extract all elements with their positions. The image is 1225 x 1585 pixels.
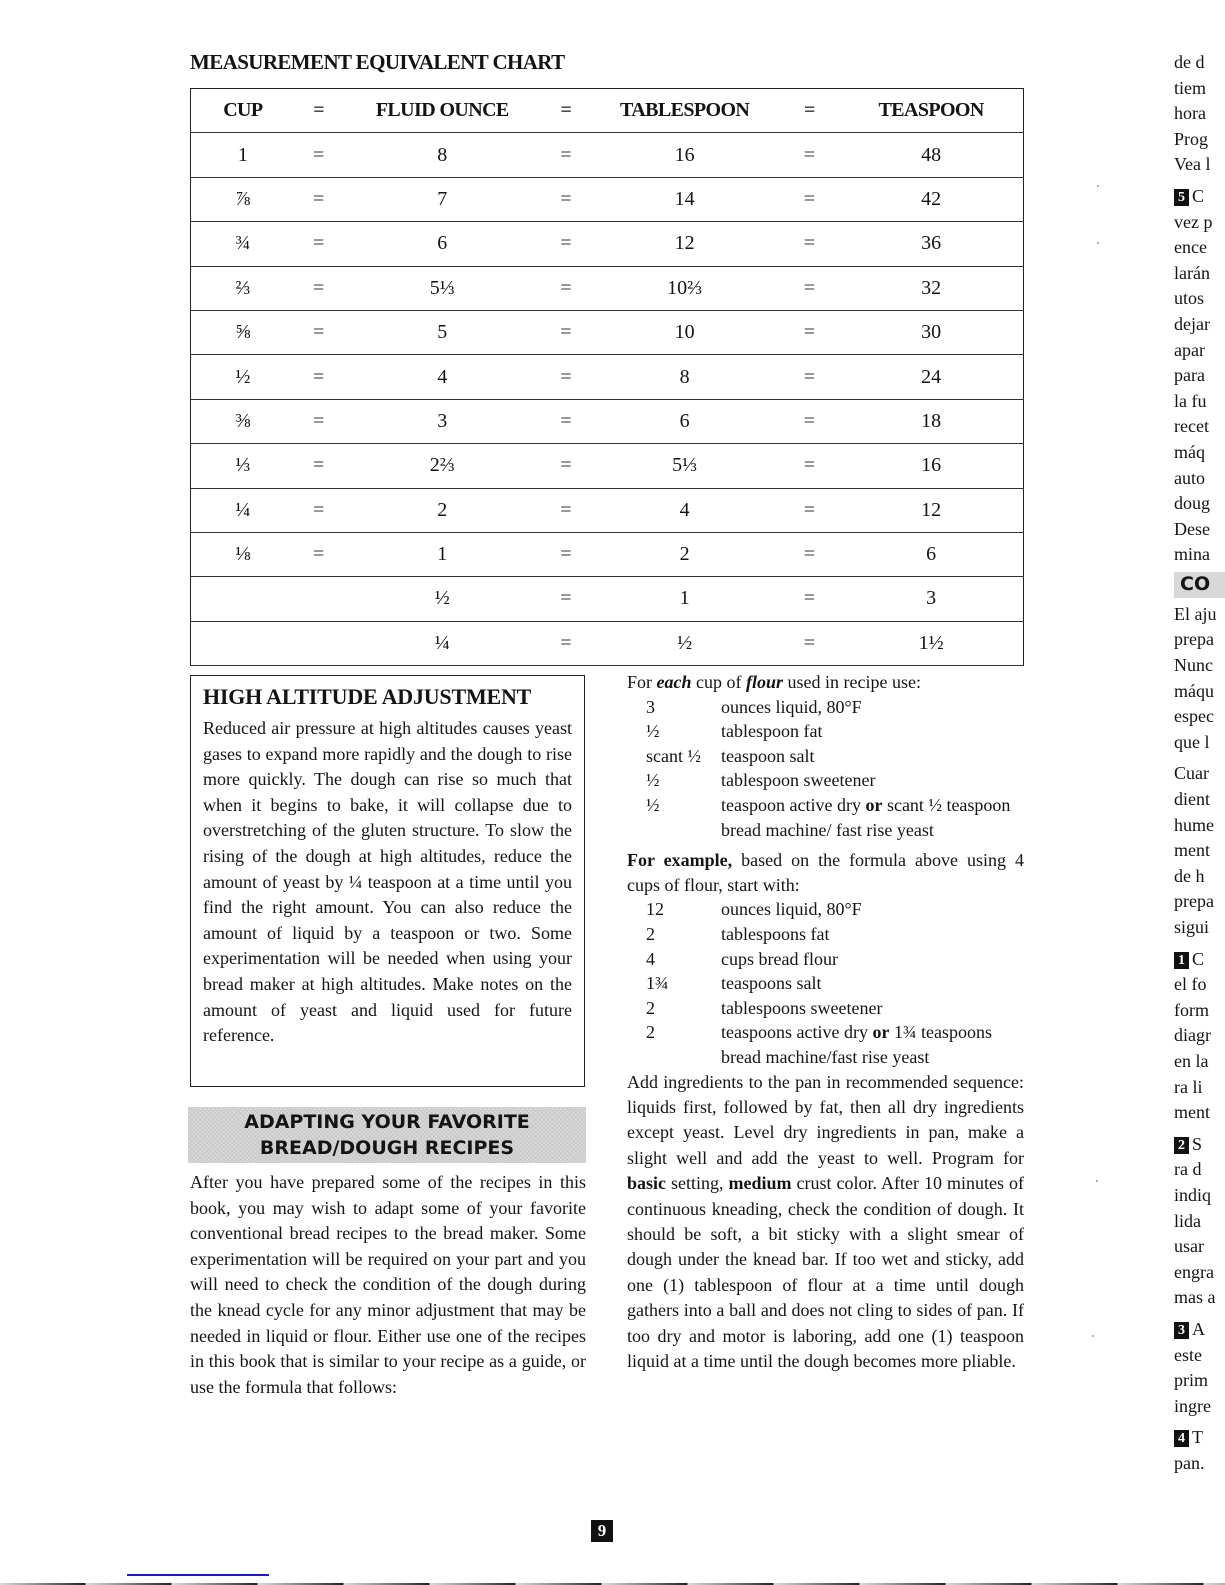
spanish-step-line [1174,1317,1225,1343]
formula-intro [627,670,1024,695]
cup-value: ¾ [191,222,295,266]
ingredient-description: teaspoon salt [721,745,815,766]
header-teaspoon: TEASPOON [839,89,1023,133]
tablespoon-value: 16 [590,133,780,177]
formula-intro-text: For [627,672,657,692]
spanish-step-line [1174,184,1225,210]
spanish-line: A [1192,1318,1205,1339]
tablespoon-value: 5⅓ [590,444,780,488]
spanish-line: C [1192,185,1205,206]
teaspoon-value: 48 [839,133,1023,177]
ingredient-description: cups bread flour [721,948,838,969]
ingredient-description: teaspoons salt [721,973,822,994]
adapting-heading-line1: ADAPTING YOUR FAVORITE [244,1111,530,1133]
cup-value: 1 [191,133,295,177]
teaspoon-value: 16 [839,444,1023,488]
spanish-line: C [1192,948,1205,969]
ingredient-amount: 12 [646,899,664,920]
teaspoon-value: 32 [839,266,1023,310]
spanish-line: Cuar [1174,763,1209,784]
ingredient-row [627,1020,1024,1069]
header-equals: = [780,89,840,133]
ingredient-amount: 1¾ [646,973,669,994]
formula-intro-each: each [656,672,692,692]
cup-value: ⅓ [191,444,295,488]
fluid-ounce-value: ¼ [343,621,542,665]
spanish-line: Dese [1174,518,1210,539]
ingredient-row [627,744,1024,769]
table-row [191,310,1024,354]
spanish-line: ence [1174,237,1207,258]
ingredient-text: teaspoon active dry [721,794,866,815]
header-equals: = [295,89,343,133]
example-ingredient-list [627,897,1024,1069]
ingredient-description [721,793,1024,842]
spanish-line: el fo [1174,974,1207,995]
step-number-badge: 2 [1174,1137,1189,1154]
equals-sign: = [542,133,590,177]
spanish-line: en la [1174,1050,1209,1071]
equals-sign: = [542,488,590,532]
spanish-line: pan. [1174,1452,1205,1473]
ingredient-amount: 4 [646,948,655,969]
table-row [191,488,1024,532]
spanish-line: larán [1174,262,1210,283]
equals-sign: = [295,532,343,576]
cup-value [191,577,295,621]
ingredient-or: or [865,794,883,815]
ingredient-text: 1¾ teaspoons bread machine/fast rise yeast [721,1022,992,1067]
instructions-text: crust color. After 10 minutes of continuous kneading, check the condition of dough. It should be soft, a bit sticky with a slight smear of dough under the knead bar. If too wet and sticky, add one (1) tablespoon of flour at a time until dough gathers into a ball and does not cling to sides of pan. If too dry and motor is laboring, add one (1) teaspoon liquid at a time until the dough becomes more pliable. [627,1173,1024,1371]
spanish-line: de h [1174,865,1205,886]
spanish-step-line [1174,1132,1225,1158]
tablespoon-value: 2 [590,532,780,576]
header-fluid-ounce: FLUID OUNCE [343,89,542,133]
spanish-step-line [1174,947,1225,973]
teaspoon-value: 12 [839,488,1023,532]
ingredient-or: or [872,1022,890,1043]
ingredient-row [627,971,1024,996]
ingredient-description: tablespoons sweetener [721,997,883,1018]
equals-sign: = [780,222,840,266]
spanish-line: prepa [1174,629,1214,650]
equals-sign: = [295,310,343,354]
equals-sign: = [295,222,343,266]
equals-sign: = [295,133,343,177]
fluid-ounce-value: 4 [343,355,542,399]
equals-sign [295,577,343,621]
measurement-equivalent-table [190,88,1024,666]
instructions-basic: basic [627,1173,667,1194]
equals-sign: = [295,177,343,221]
table-row [191,621,1024,665]
spanish-line: ra d [1174,1159,1202,1180]
ingredient-description: tablespoon sweetener [721,770,876,791]
cup-value: ⅞ [191,177,295,221]
equals-sign: = [780,488,840,532]
step-number-badge: 3 [1174,1322,1189,1339]
scan-speck [1096,1180,1098,1182]
tablespoon-value: 14 [590,177,780,221]
fluid-ounce-value: 6 [343,222,542,266]
equals-sign: = [780,532,840,576]
instructions-text: Add ingredients to the pan in recommended sequence: liquids first, followed by fat, then all dry ingredients except yeast. Level dry ingredients in pan, make a slight well and add the yeast to well. Program for [627,1071,1024,1168]
spanish-line: Vea l [1174,154,1211,175]
table-row [191,355,1024,399]
ingredient-text: scant ½ teaspoon bread machine/ fast rise yeast [721,794,1011,840]
equals-sign: = [780,399,840,443]
ingredient-description: ounces liquid, 80°F [721,696,862,717]
instructions-medium: medium [728,1173,792,1194]
tablespoon-value: 10 [590,310,780,354]
equals-sign: = [780,177,840,221]
equals-sign: = [542,621,590,665]
spanish-line: usar [1174,1236,1204,1257]
spanish-line: mina [1174,544,1210,565]
ingredient-description: ounces liquid, 80°F [721,899,862,920]
tablespoon-value: 1 [590,577,780,621]
teaspoon-value: 36 [839,222,1023,266]
spanish-line: recet [1174,416,1209,437]
spanish-step-line [1174,1425,1225,1451]
instructions-paragraph [627,1070,1024,1375]
spanish-line: S [1192,1133,1203,1154]
spanish-line: que l [1174,731,1210,752]
instructions-text: setting, [666,1173,729,1194]
tablespoon-value: 8 [590,355,780,399]
ingredient-description: tablespoons fat [721,923,830,944]
spanish-line: apar [1174,339,1205,360]
equals-sign: = [295,266,343,310]
scan-speck [1092,1335,1094,1337]
fluid-ounce-value: 7 [343,177,542,221]
spanish-line: El aju [1174,603,1217,624]
cup-value: ½ [191,355,295,399]
spanish-line: form [1174,999,1209,1020]
teaspoon-value: 30 [839,310,1023,354]
table-row [191,133,1024,177]
scan-speck [1097,185,1099,187]
teaspoon-value: 3 [839,577,1023,621]
equals-sign: = [780,355,840,399]
spanish-line: mas a [1174,1287,1216,1308]
spanish-line: este [1174,1344,1202,1365]
example-intro [627,848,1024,897]
spanish-line: auto [1174,467,1205,488]
spanish-line: ment [1174,1102,1210,1123]
equals-sign: = [780,266,840,310]
equals-sign: = [542,577,590,621]
fluid-ounce-value: ½ [343,577,542,621]
spanish-line: máqu [1174,680,1214,701]
ingredient-row [627,947,1024,972]
equals-sign: = [542,444,590,488]
table-row [191,399,1024,443]
fluid-ounce-value: 2 [343,488,542,532]
measurement-chart-title: MEASUREMENT EQUIVALENT CHART [190,50,565,74]
equals-sign: = [780,444,840,488]
spanish-line: indiq [1174,1184,1212,1205]
ingredient-amount: scant ½ [646,745,701,766]
page-number: 9 [591,1520,613,1542]
teaspoon-value: 42 [839,177,1023,221]
scan-speck [1097,242,1099,244]
equals-sign: = [542,222,590,266]
table-row [191,222,1024,266]
step-number-badge: 1 [1174,952,1189,969]
ingredient-amount: ½ [646,721,660,742]
spanish-line: ment [1174,840,1210,861]
equals-sign: = [295,355,343,399]
teaspoon-value: 18 [839,399,1023,443]
header-cup: CUP [191,89,295,133]
table-row [191,444,1024,488]
ingredient-amount: 2 [646,997,655,1018]
spanish-line: diagr [1174,1025,1211,1046]
adapting-recipes-body: After you have prepared some of the recipes in this book, you may wish to adapt some of your favorite conventional bread recipes to the bread maker. Some experimentation will be required on your part and you will need to check the condition of the dough during the knead cycle for any minor adjustment that may be needed in liquid or flour. Either use one of the recipes in this book that is similar to your recipe as a guide, or use the formula that follows: [190,1172,586,1397]
spanish-line: utos [1174,288,1205,309]
example-intro-text: based on the formula above using 4 cups of flour, start with: [627,850,1024,895]
high-altitude-box [190,675,585,1087]
fluid-ounce-value: 5 [343,310,542,354]
spanish-line: dejar [1174,313,1210,334]
high-altitude-body: Reduced air pressure at high altitudes causes yeast gases to expand more rapidly and the dough to rise more quickly. The dough can rise so much that when it begins to bake, it will collapse due to overstretching of the gluten structure. To slow the rising of the dough at high altitudes, reduce the amount of yeast by ¼ teaspoon at a time until you find the right amount. You can also reduce the amount of liquid by a teaspoon or two. Some experimentation will be needed when using your bread maker at high altitudes. Make notes on the amount of yeast and liquid used for future reference. [203,718,572,1046]
spanish-line: Nunc [1174,655,1213,676]
formula-intro-text: cup of [691,672,746,692]
ingredient-amount: ½ [646,794,660,815]
equals-sign: = [780,133,840,177]
cup-value: ⅜ [191,399,295,443]
formula-column [627,670,1024,1374]
ingredient-row [627,719,1024,744]
table-row [191,177,1024,221]
spanish-line: ingre [1174,1395,1211,1416]
equals-sign: = [542,355,590,399]
cup-value: ⅛ [191,532,295,576]
spanish-line: tiem [1174,77,1206,98]
formula-ingredient-list [627,695,1024,843]
spanish-line: hora [1174,103,1206,124]
table-row [191,266,1024,310]
fluid-ounce-value: 5⅓ [343,266,542,310]
spanish-line: dient [1174,789,1210,810]
equals-sign: = [780,577,840,621]
spanish-line: la fu [1174,390,1207,411]
cup-value: ¼ [191,488,295,532]
ingredient-amount: 2 [646,1022,655,1043]
table-row [191,532,1024,576]
ingredient-amount: ½ [646,770,660,791]
header-tablespoon: TABLESPOON [590,89,780,133]
equals-sign: = [542,266,590,310]
ingredient-row [627,996,1024,1021]
table-row [191,577,1024,621]
spanish-line: de d [1174,52,1205,72]
blue-underline-mark [127,1574,269,1576]
fluid-ounce-value: 8 [343,133,542,177]
spanish-line: para [1174,365,1205,386]
cup-value: ⅝ [191,310,295,354]
tablespoon-value: 12 [590,222,780,266]
spanish-line: espec [1174,706,1214,727]
step-number-badge: 4 [1174,1430,1189,1447]
equals-sign: = [780,621,840,665]
cup-value [191,621,295,665]
ingredient-row [627,897,1024,922]
tablespoon-value: 4 [590,488,780,532]
teaspoon-value: 6 [839,532,1023,576]
fluid-ounce-value: 3 [343,399,542,443]
equals-sign: = [295,488,343,532]
spanish-line: máq [1174,441,1205,462]
adapting-recipes-heading [188,1107,586,1163]
formula-intro-text: used in recipe use: [783,672,921,692]
ingredient-amount: 2 [646,923,655,944]
ingredient-row [627,922,1024,947]
tablespoon-value: 6 [590,399,780,443]
ingredient-description [721,1020,1024,1069]
ingredient-row [627,793,1024,842]
equals-sign [295,621,343,665]
spanish-column-cropped [1174,50,1225,1476]
tablespoon-value: 10⅔ [590,266,780,310]
step-number-badge: 5 [1174,189,1189,206]
spanish-line: sigui [1174,917,1210,937]
ingredient-description: tablespoon fat [721,721,823,742]
example-intro-bold: For example, [627,850,733,871]
spanish-line: prim [1174,1370,1208,1391]
spanish-line: vez p [1174,211,1213,232]
fluid-ounce-value: 1 [343,532,542,576]
ingredient-amount: 3 [646,696,655,717]
teaspoon-value: 1½ [839,621,1023,665]
ingredient-row [627,695,1024,720]
ingredient-row [627,768,1024,793]
spanish-line: prepa [1174,891,1214,912]
spanish-line: engra [1174,1261,1214,1282]
spanish-line: ra li [1174,1076,1203,1097]
ingredient-text: teaspoons active dry [721,1022,873,1043]
teaspoon-value: 24 [839,355,1023,399]
spanish-line: T [1192,1427,1203,1448]
equals-sign: = [780,310,840,354]
equals-sign: = [542,399,590,443]
cup-value: ⅔ [191,266,295,310]
fluid-ounce-value: 2⅔ [343,444,542,488]
spanish-line: lida [1174,1210,1201,1231]
spanish-line: hume [1174,814,1214,835]
equals-sign: = [295,399,343,443]
spanish-line: doug [1174,493,1210,514]
adapting-heading-line2: BREAD/DOUGH RECIPES [259,1137,515,1159]
formula-intro-flour: flour [746,672,784,692]
equals-sign: = [295,444,343,488]
high-altitude-title: HIGH ALTITUDE ADJUSTMENT [203,684,532,709]
header-equals: = [542,89,590,133]
equals-sign: = [542,177,590,221]
tablespoon-value: ½ [590,621,780,665]
spanish-line: Prog [1174,128,1209,149]
table-header-row [191,89,1024,133]
spanish-section-heading: CO [1174,572,1225,598]
equals-sign: = [542,310,590,354]
equals-sign: = [542,532,590,576]
